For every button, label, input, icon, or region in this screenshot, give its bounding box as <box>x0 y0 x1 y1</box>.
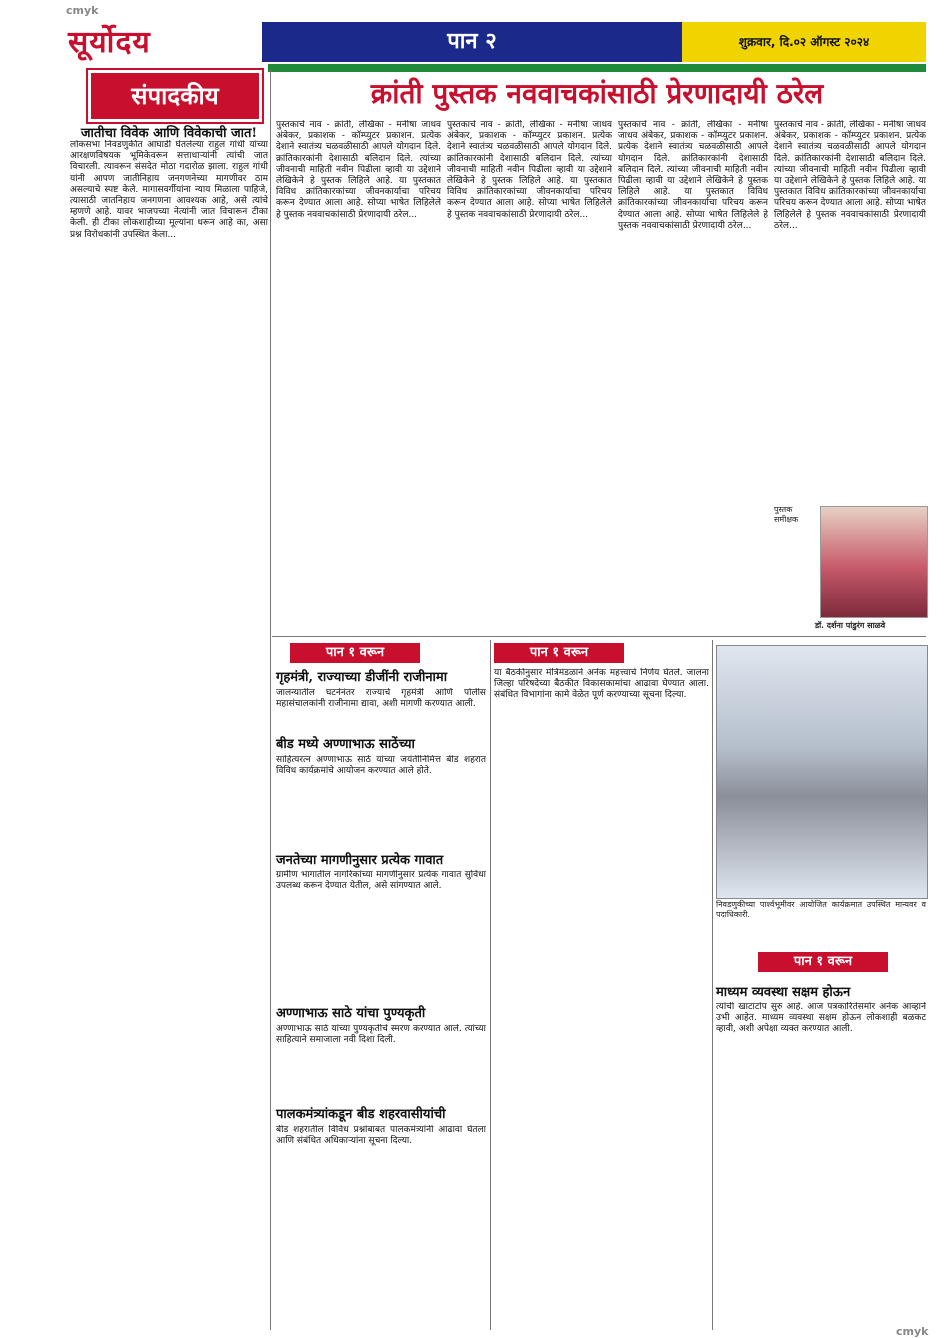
editorial-title: जातीचा विवेक आणि विवेकाची जात! <box>80 126 258 141</box>
author-name: डॉ. दर्शना पांडुरंग साळवे <box>814 620 886 630</box>
story-6-title: माध्यम व्यवस्था सक्षम होऊन <box>716 985 851 1000</box>
center-story-body: या बैठकीनुसार मंत्रिमंडळाने अनेक महत्त्वाचे निर्णय घेतले. जालना जिल्हा परिषदेच्या बैठकीत विकासकामांचा आढावा घेण्यात आला. संबंधित विभागांना कामे वेळेत पूर्ण करण्याच्या सूचना दिल्या. <box>494 668 709 701</box>
issue-date: शुक्रवार, दि.०२ ऑगस्ट २०२४ <box>682 22 926 62</box>
lead-headline: क्रांती पुस्तक नववाचकांसाठी प्रेरणादायी ठरेल <box>370 77 824 110</box>
story-5-body: बीड शहरातील विविध प्रश्नांबाबत पालकमंत्र्यांनी आढावा घेतला आणि संबंधित अधिकाऱ्यांना सूचना दिल्या. <box>276 1125 486 1147</box>
story-1-body: जालन्यातील घटनेनंतर राज्याचे गृहमंत्री आणि पोलीस महासंचालकांनी राजीनामा द्यावा, अशी मागणी करण्यात आली. <box>276 688 486 710</box>
story-6-body: त्यांची खाटाटोप सुरु आहे. आज पत्रकारितेसमोर अनेक आव्हाने उभी आहेत. माध्यम व्यवस्था सक्षम होऊन लोकशाही बळकट व्हावी, अशी अपेक्षा व्यक्त करण्यात आली. <box>716 1002 926 1035</box>
continuation-tab-2: पान १ वरून <box>494 643 624 663</box>
editorial-body: लोकसभा निवडणुकीत आघाडी घेतलेल्या राहुल गांधी यांच्या आरक्षणविषयक भूमिकेवरून सत्ताधाऱ्यांनी त्यांची जात विचारली. त्यावरून संसदेत मोठा गदारोळ झाला. राहुल गांधी यांनी आपण जातीनिहाय जनगणनेच्या मागणीवर ठाम असल्याचे स्पष्ट केले. मागासवर्गीयांना न्याय मिळाला पाहिजे, त्यासाठी जातनिहाय जनगणना आवश्यक आहे, असे त्यांचे म्हणणे आहे. यावर भाजपच्या नेत्यांनी जात विचारून टीका केली. ही टीका लोकशाहीच्या मूल्यांना धरून आहे का, असा प्रश्न विरोधकांनी उपस्थित केला... <box>70 140 268 240</box>
lead-body-col1: पुस्तकाचे नाव - क्रांती, लेखिका - मनीषा जाधव अंबेकर, प्रकाशक - कॉम्प्युटर प्रकाशन. प्रत्येक देशाने स्वातंत्र्य चळवळीसाठी आपले योगदान दिले. क्रांतिकारकांनी देशासाठी बलिदान दिले. त्यांच्या जीवनाची माहिती नवीन पिढीला व्हावी या उद्देशाने लेखिकेने हे पुस्तक लिहिले आहे. या पुस्तकात विविध क्रांतिकारकांच्या जीवनकार्याचा परिचय करून देण्यात आला आहे. सोप्या भाषेत लिहिलेले हे पुस्तक नववाचकांसाठी प्रेरणादायी ठरेल... <box>276 120 441 220</box>
print-mark-top: cmyk <box>66 4 99 17</box>
lead-body-col3: पुस्तकाचे नाव - क्रांती, लेखिका - मनीषा जाधव अंबेकर, प्रकाशक - कॉम्प्युटर प्रकाशन. प्रत्येक देशाने स्वातंत्र्य चळवळीसाठी आपले योगदान दिले. क्रांतिकारकांनी देशासाठी बलिदान दिले. त्यांच्या जीवनाची माहिती नवीन पिढीला व्हावी या उद्देशाने लेखिकेने हे पुस्तक लिहिले आहे. या पुस्तकात विविध क्रांतिकारकांच्या जीवनकार्याचा परिचय करून देण्यात आला आहे. सोप्या भाषेत लिहिलेले हे पुस्तक नववाचकांसाठी प्रेरणादायी ठरेल... <box>618 120 768 231</box>
story-1-title: गृहमंत्री, राज्याच्या डीजींनी राजीनामा <box>276 670 448 685</box>
story-2-body: साहित्यरत्न अण्णाभाऊ साठे यांच्या जयंतीनिमित्त बीड शहरात विविध कार्यक्रमांचे आयोजन करण्यात आले होते. <box>276 755 486 777</box>
event-photo <box>716 645 928 899</box>
event-photo-caption: निवडणुकीच्या पार्श्वभूमीवर आयोजित कार्यक्रमात उपस्थित मान्यवर व पदाधिकारी. <box>716 900 926 919</box>
column-rule <box>712 640 713 1330</box>
story-3-body: ग्रामीण भागातील नागरिकांच्या मागणीनुसार प्रत्येक गावात सुविधा उपलब्ध करून देण्यात येतील, असे सांगण्यात आले. <box>276 870 486 892</box>
editorial-label: संपादकीय <box>88 70 262 122</box>
column-rule <box>490 640 491 1330</box>
lead-body-col2: पुस्तकाचे नाव - क्रांती, लेखिका - मनीषा जाधव अंबेकर, प्रकाशक - कॉम्प्युटर प्रकाशन. प्रत्येक देशाने स्वातंत्र्य चळवळीसाठी आपले योगदान दिले. क्रांतिकारकांनी देशासाठी बलिदान दिले. त्यांच्या जीवनाची माहिती नवीन पिढीला व्हावी या उद्देशाने लेखिकेने हे पुस्तक लिहिले आहे. या पुस्तकात विविध क्रांतिकारकांच्या जीवनकार्याचा परिचय करून देण्यात आला आहे. सोप्या भाषेत लिहिलेले हे पुस्तक नववाचकांसाठी प्रेरणादायी ठरेल... <box>447 120 612 220</box>
story-5-title: पालकमंत्र्यांकडून बीड शहरवासीयांची <box>276 1107 446 1122</box>
continuation-tab-3: पान १ वरून <box>758 952 888 972</box>
column-rule <box>270 70 271 1330</box>
newspaper-logo: सूर्योदय <box>68 25 151 60</box>
story-2-title: बीड मध्ये अण्णाभाऊ साठेंच्या <box>276 737 415 752</box>
story-3-title: जनतेच्या मागणीनुसार प्रत्येक गावात <box>276 853 444 868</box>
page-label: पान २ <box>262 22 682 62</box>
lead-body-col4: पुस्तकाचे नाव - क्रांती, लेखिका - मनीषा जाधव अंबेकर, प्रकाशक - कॉम्प्युटर प्रकाशन. प्रत्येक देशाने स्वातंत्र्य चळवळीसाठी आपले योगदान दिले. क्रांतिकारकांनी देशासाठी बलिदान दिले. त्यांच्या जीवनाची माहिती नवीन पिढीला व्हावी या उद्देशाने लेखिकेने हे पुस्तक लिहिले आहे. या पुस्तकात विविध क्रांतिकारकांच्या जीवनकार्याचा परिचय करून देण्यात आला आहे. सोप्या भाषेत लिहिलेले हे पुस्तक नववाचकांसाठी प्रेरणादायी ठरेल... <box>774 120 926 231</box>
print-mark-bottom: cmyk <box>896 1325 929 1338</box>
continuation-tab-1: पान १ वरून <box>290 643 420 663</box>
story-4-title: अण्णाभाऊ साठे यांचा पुण्यकृती <box>276 1006 426 1021</box>
author-role: पुस्तक समीक्षक <box>774 505 799 524</box>
author-photo <box>820 506 928 618</box>
section-rule <box>272 636 926 637</box>
accent-bar <box>268 64 926 72</box>
story-4-body: अण्णाभाऊ साठे यांच्या पुण्यकृतीचे स्मरण करण्यात आले. त्यांच्या साहित्याने समाजाला नवी दिशा दिली. <box>276 1024 486 1046</box>
